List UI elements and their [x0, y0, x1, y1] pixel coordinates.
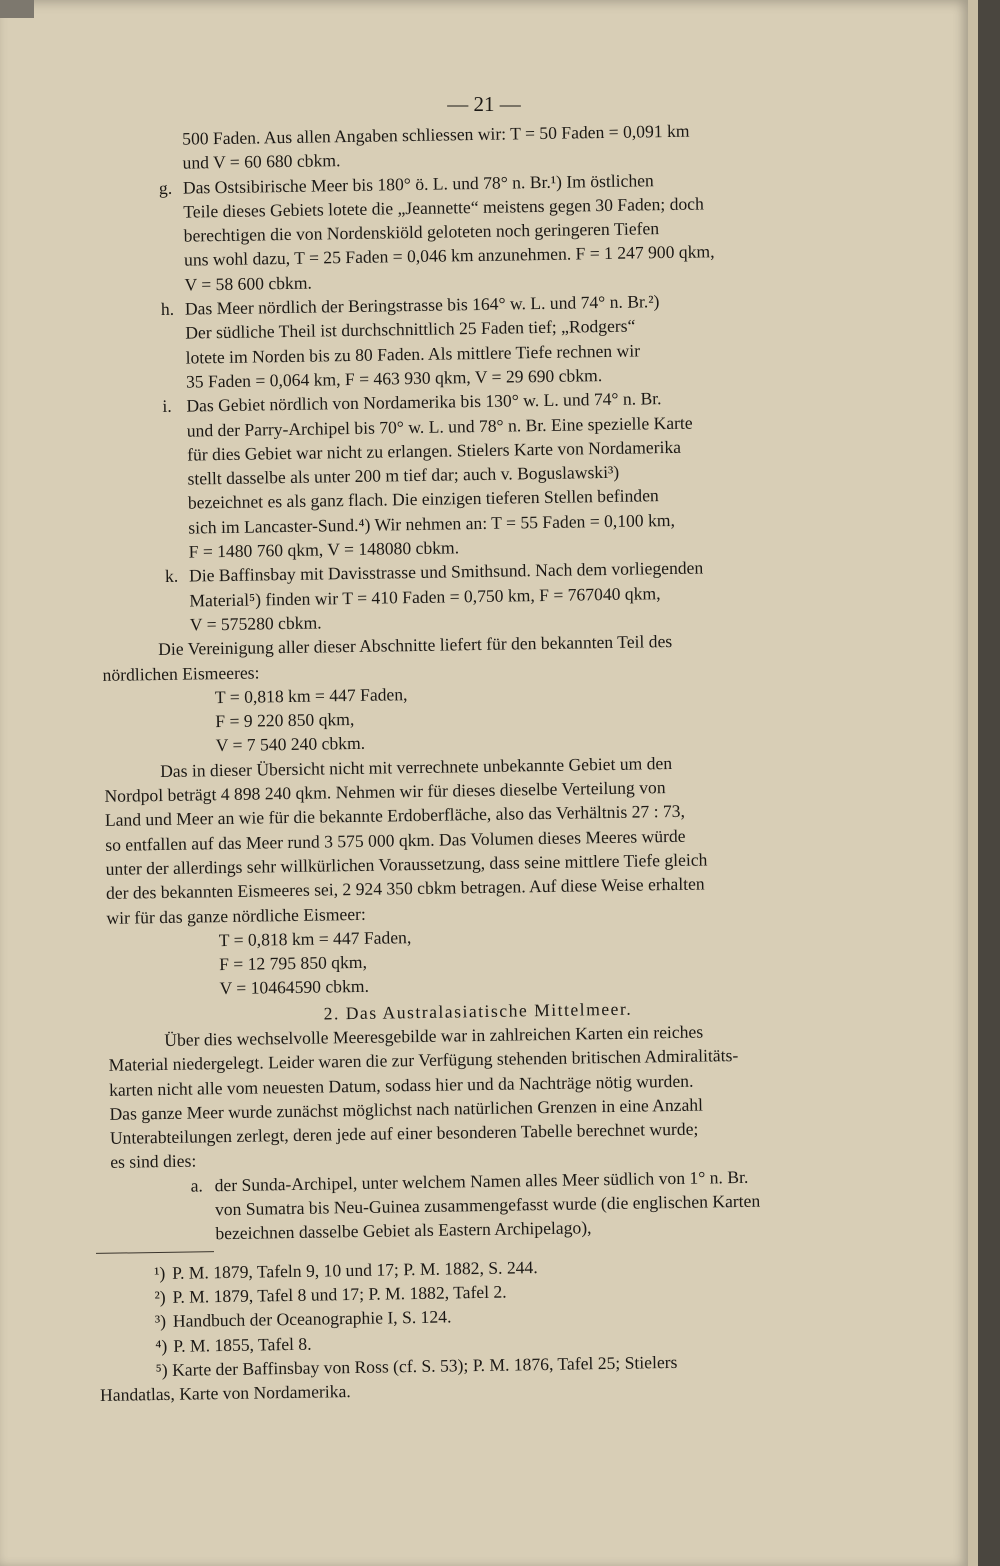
formula-volume: V = 7 540 240 cbkm. — [215, 733, 366, 756]
section-line: stellt dasselbe als unter 200 m tief dar; auch v. Boguslawski³) — [187, 461, 620, 489]
formula-depth: T = 0,818 km = 447 Faden, — [218, 926, 412, 950]
subsection-line: bezeichnen dasselbe Gebiet als Eastern Archipelago), — [215, 1217, 592, 1244]
page-edge — [968, 0, 978, 1566]
formula-area: F = 9 220 850 qkm, — [215, 709, 355, 732]
footnote-text: P. M. 1855, Tafel 8. — [173, 1333, 312, 1356]
paragraph-line: Unterabteilungen zerlegt, deren jede auf einer besonderen Tabelle berechnet wurde; — [109, 1118, 699, 1149]
footnote-mark: ¹) — [154, 1262, 166, 1284]
section-line: und der Parry-Archipel bis 70° w. L. und 78° n. Br. Eine spezielle Karte — [186, 412, 693, 441]
binding-shadow — [978, 0, 1000, 1566]
subsection-label: a. — [190, 1175, 203, 1196]
summary-line: Die Vereinigung aller dieser Abschnitte liefert für den bekannten Teil des — [158, 631, 673, 660]
summary-line: Nordpol beträgt 4 898 240 qkm. Nehmen wir für dieses dieselbe Verteilung von — [104, 777, 666, 806]
page-number: — 21 — — [447, 92, 521, 116]
section-line: i. Das Gebiet nördlich von Nordamerika bis 130° w. L. und 74° n. Br. — [98, 384, 838, 420]
footnote-text: P. M. 1879, Tafeln 9, 10 und 17; P. M. 1882, S. 244. — [172, 1257, 538, 1283]
summary-line: unter der allerdings sehr willkürlichen Voraussetzung, dass seine mittlere Tiefe gleich — [105, 849, 708, 879]
section-line: V = 575280 cbkm. — [189, 612, 322, 635]
section-line: h. Das Meer nördlich der Beringstrasse bis 164° w. L. und 74° n. Br.²) — [97, 286, 837, 322]
subsection-line: von Sumatra bis Neu-Guinea zusammengefasst wurde (die englischen Karten — [214, 1190, 761, 1220]
summary-line: so entfallen auf das Meer rund 3 575 000 qkm. Das Volumen dieses Meeres würde — [105, 825, 686, 855]
footnote-text: P. M. 1879, Tafel 8 und 17; P. M. 1882, Tafel 2. — [172, 1281, 507, 1308]
section-line: sich im Lancaster-Sund.⁴) Wir nehmen an: T = 55 Faden = 0,100 km, — [188, 509, 676, 538]
section-line: Der südliche Theil ist durchschnittlich 25 Faden tief; „Rodgers“ — [185, 315, 636, 343]
section-line: F = 1480 760 qkm, V = 148080 cbkm. — [188, 537, 460, 562]
section-g — [95, 165, 837, 298]
footnote-mark: ²) — [154, 1287, 166, 1308]
formula-depth: T = 0,818 km = 447 Faden, — [214, 683, 408, 707]
footnote-5-continuation: Handatlas, Karte von Nordamerika. — [99, 1381, 351, 1405]
footnote-text: Handbuch der Oceanographie I, S. 124. — [172, 1306, 452, 1332]
subsection-line: a. der Sunda-Archipel, unter welchem Namen alles Meer südlich von 1° n. Br. — [110, 1163, 850, 1199]
section-line: uns wohl dazu, T = 25 Faden = 0,046 km anzunehmen. F = 1 247 900 qkm, — [183, 241, 715, 271]
section-line: Material⁵) finden wir T = 410 Faden = 0,750 km, F = 767040 qkm, — [189, 582, 661, 611]
section-h — [97, 286, 838, 395]
section-label: h. — [160, 298, 175, 320]
footnotes — [98, 1250, 840, 1407]
section-label: g. — [158, 177, 173, 198]
paragraph-line: es sind dies: — [110, 1150, 197, 1173]
section-line: berechtigen die von Nordenskiöld geloteten noch geringeren Tiefen — [183, 218, 660, 246]
section-line: V = 58 600 cbkm. — [184, 272, 312, 295]
footnote-mark: ⁴) — [155, 1335, 168, 1356]
summary-line: Das in dieser Übersicht nicht mit verrechnete unbekannte Gebiet um den — [159, 752, 673, 781]
footnote-5-line: ⁵) Karte der Baffinsbay von Ross (cf. S. 53); P. M. 1876, Tafel 25; Stielers — [155, 1351, 678, 1380]
formula-volume: V = 10464590 cbkm. — [219, 976, 370, 999]
summary-line: Land und Meer an wie für die bekannte Erdoberfläche, also das Verhältnis 27 : 73, — [104, 801, 686, 831]
section-label: i. — [162, 396, 172, 417]
paragraph-line: Über dies wechselvolle Meeresgebilde war in zahlreichen Karten ein reiches — [164, 1021, 704, 1050]
intro-line: und V = 60 680 cbkm. — [182, 150, 341, 173]
formula-area: F = 12 795 850 qkm, — [218, 951, 368, 975]
paragraph-line: karten nicht alle vom neuesten Datum, sodass hier und da Nachträge nötig wurden. — [108, 1070, 694, 1100]
section-line: für dies Gebiet war nicht zu erlangen. Stielers Karte von Nordamerika — [186, 436, 682, 465]
summary-line: wir für das ganze nördliche Eismeer: — [106, 903, 366, 928]
page-corner — [0, 0, 34, 18]
summary-line: der des bekannten Eismeeres sei, 2 924 350 cbkm betragen. Auf diese Weise erhalten — [105, 873, 705, 904]
section-label: k. — [164, 566, 179, 587]
section-heading: 2. Das Australasiatische Mittelmeer. — [323, 998, 633, 1024]
section-i — [98, 384, 841, 566]
footnote-mark: ³) — [154, 1311, 167, 1332]
section-line: lotete im Norden bis zu 80 Faden. Als mittlere Tiefe rechnen wir — [185, 340, 641, 368]
section-line: g. Das Ostsibirische Meer bis 180° ö. L. und 78° n. Br.¹) Im östlichen — [95, 165, 835, 201]
section-line: 35 Faden = 0,064 km, F = 463 930 qkm, V = 29 690 cbkm. — [185, 365, 603, 392]
main-text — [94, 116, 851, 1247]
paragraph-line: Das ganze Meer wurde zunächst möglichst nach natürlichen Grenzen in eine Anzahl — [109, 1094, 704, 1124]
section-line: Teile dieses Gebiets lotete die „Jeannette“ meistens gegen 30 Faden; doch — [183, 193, 704, 222]
section-k — [101, 554, 842, 639]
summary-line: nördlichen Eismeeres: — [102, 662, 260, 685]
section-line: k. Die Baffinsbay mit Davisstrasse und Smithsund. Nach dem vorliegenden — [101, 554, 841, 590]
intro-line: 500 Faden. Aus allen Angaben schliessen wir: T = 50 Faden = 0,091 km — [182, 120, 690, 149]
section-line: bezeichnet es als ganz flach. Die einzigen tieferen Stellen befinden — [187, 485, 659, 514]
paragraph-line: Material niedergelegt. Leider waren die zur Verfügung stehenden britischen Admiralitäts- — [108, 1045, 739, 1076]
